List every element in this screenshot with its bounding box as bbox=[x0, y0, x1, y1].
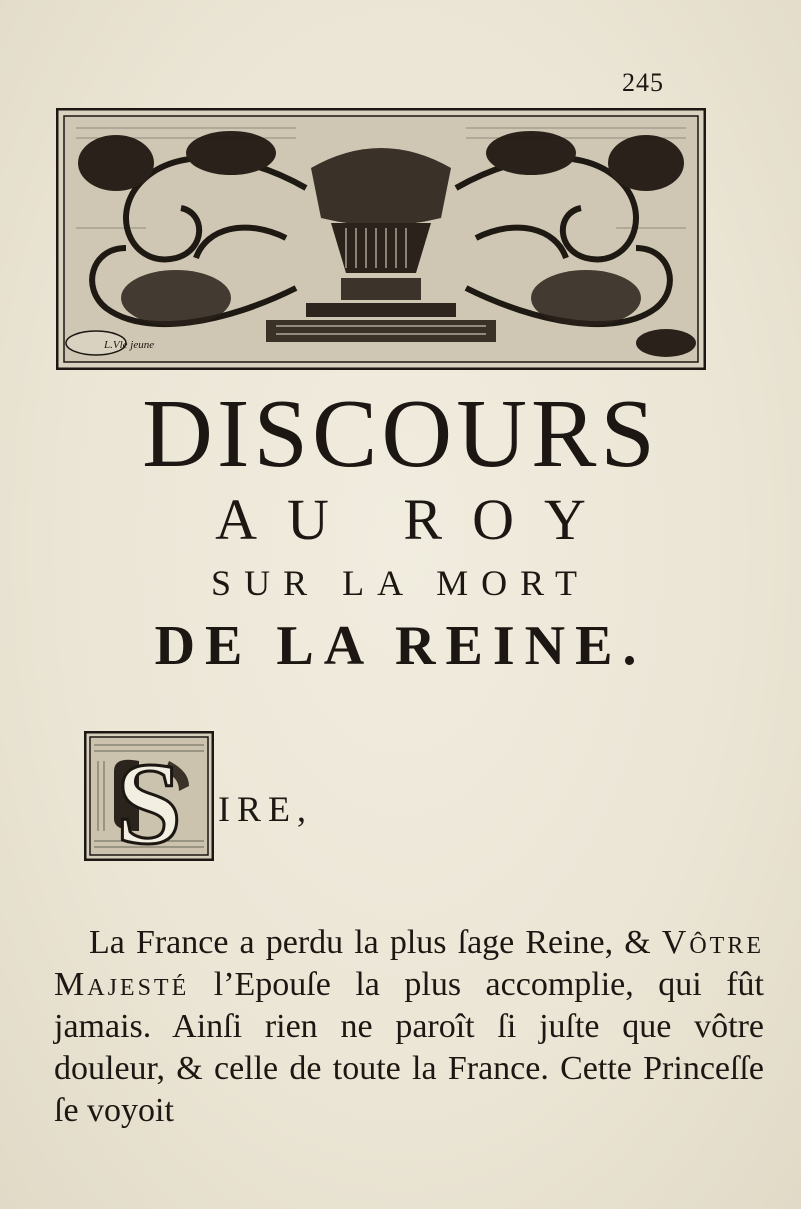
decorated-initial bbox=[84, 731, 214, 861]
body-paragraph bbox=[54, 922, 764, 1132]
title-main: DISCOURS bbox=[142, 380, 659, 488]
body-text-part2: l’Epouſe la plus accomplie, qui fût jamais. Ainſi rien ne paroît ſi juſte que vôtre douleur, & celle de toute la France. Cette Princeſſe ſe voyoit bbox=[54, 966, 764, 1129]
opening-word-rest: IRE, bbox=[218, 789, 313, 829]
body-text-part1: La France a perdu la plus ſage Reine, & bbox=[89, 924, 662, 961]
body-votre: Vôtre bbox=[661, 924, 764, 961]
headpiece-ornament bbox=[56, 108, 706, 370]
title-sub: AU ROY bbox=[215, 487, 616, 552]
page-number: 245 bbox=[622, 68, 664, 97]
title-line4: DE LA REINE. bbox=[154, 615, 647, 677]
initial-letter: S bbox=[116, 738, 182, 861]
title-line3: SUR LA MORT bbox=[211, 563, 590, 603]
body-majeste: Majesté bbox=[54, 966, 190, 1003]
engraver-signature: L.Vle jeune bbox=[104, 339, 155, 351]
